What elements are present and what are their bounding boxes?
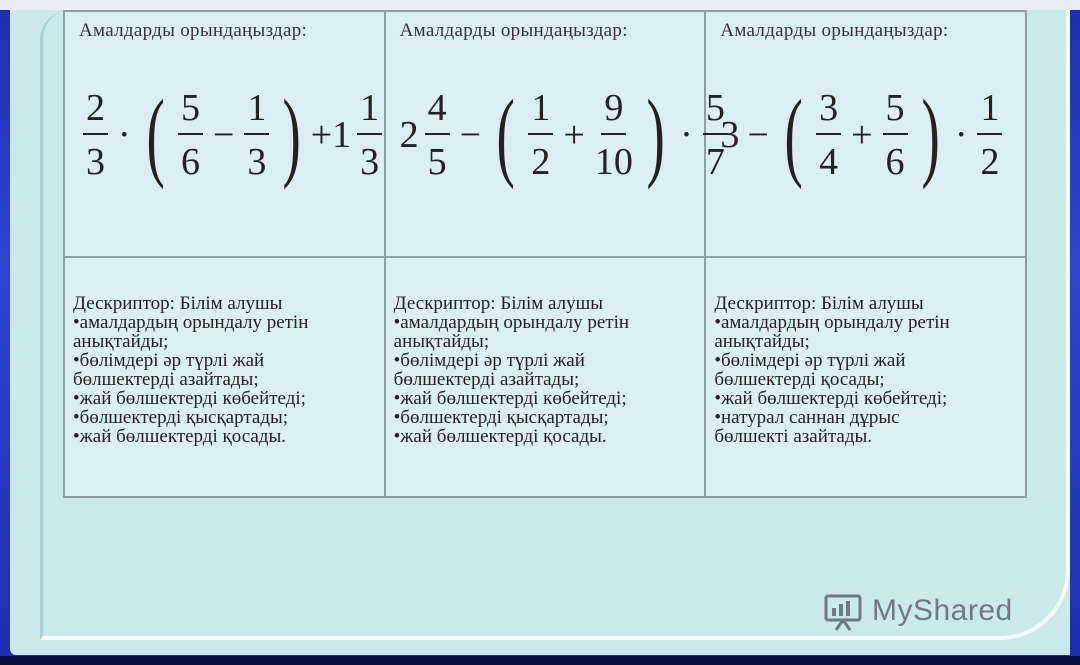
math-expression: $\frac{2}{3}$ · ( $\frac{5}{6}$ − $\frac{1}{3}$ ) +1 $\frac{1}{3}$ [65, 60, 384, 210]
fraction: $\frac{1}{2}$ [977, 89, 1002, 181]
tasks-table [63, 10, 1027, 498]
task-cell-2 [385, 11, 725, 257]
descriptor-cell-1 [64, 257, 385, 497]
descriptor-cell-3 [705, 257, 1026, 497]
bottom-frame-bar [0, 656, 1080, 665]
fraction: $\frac{5}{6}$ [178, 89, 203, 181]
fraction: $\frac{9}{10}$ [594, 87, 633, 183]
top-frame-bar [0, 0, 1080, 10]
task-cell-1 [64, 11, 385, 257]
expression-row [64, 11, 1026, 257]
math-expression: 2 $\frac{4}{5}$ − ( $\frac{1}{2}$ + $\frac{9}{10}$ ) · $\frac{5}{7}$ [386, 60, 705, 210]
fraction: $\frac{2}{3}$ [83, 89, 108, 181]
fraction: $\frac{1}{3}$ [357, 89, 382, 181]
task-title: Амалдарды орындаңыздар: [79, 20, 308, 41]
fraction: $\frac{3}{4}$ [816, 89, 841, 181]
descriptor-text: Дескриптор: Білім алушы •амалдардың орындалу ретін анықтайды; •бөлімдері әр түрлі жай бөлшектерді қосады; •жай бөлшектерді көбейтеді; •натурал саннан дұрыс бөлшекті азайтады. [714, 293, 950, 447]
descriptor-text: Дескриптор: Білім алушы •амалдардың орындалу ретін анықтайды; •бөлімдері әр түрлі жай бөлшектерді азайтады; •жай бөлшектерді көбейтеді; •бөлшектерді қысқартады; •жай бөлшектерді қосады. [73, 293, 309, 447]
math-expression: 3 − ( $\frac{3}{4}$ + $\frac{5}{6}$ ) · $\frac{1}{2}$ [706, 60, 1025, 210]
fraction: $\frac{1}{2}$ [528, 89, 553, 181]
fraction: $\frac{5}{7}$ [703, 89, 728, 181]
descriptor-row [64, 257, 1026, 497]
fraction: $\frac{1}{3}$ [244, 89, 269, 181]
task-title: Амалдарды орындаңыздар: [720, 20, 949, 41]
descriptor-text: Дескриптор: Білім алушы •амалдардың орындалу ретін анықтайды; •бөлімдері әр түрлі жай бөлшектерді азайтады; •жай бөлшектерді көбейтеді; •бөлшектерді қысқартады; •жай бөлшектерді қосады. [393, 293, 630, 447]
myshared-logo [822, 590, 1013, 632]
logo-text: MyShared [872, 594, 1013, 627]
task-title: Амалдарды орындаңыздар: [399, 20, 628, 41]
presentation-board-icon [822, 590, 864, 632]
fraction: $\frac{5}{6}$ [883, 89, 908, 181]
descriptor-cell-2 [385, 257, 706, 497]
fraction: $\frac{4}{5}$ [425, 89, 450, 181]
task-cell-3 [705, 11, 1026, 257]
